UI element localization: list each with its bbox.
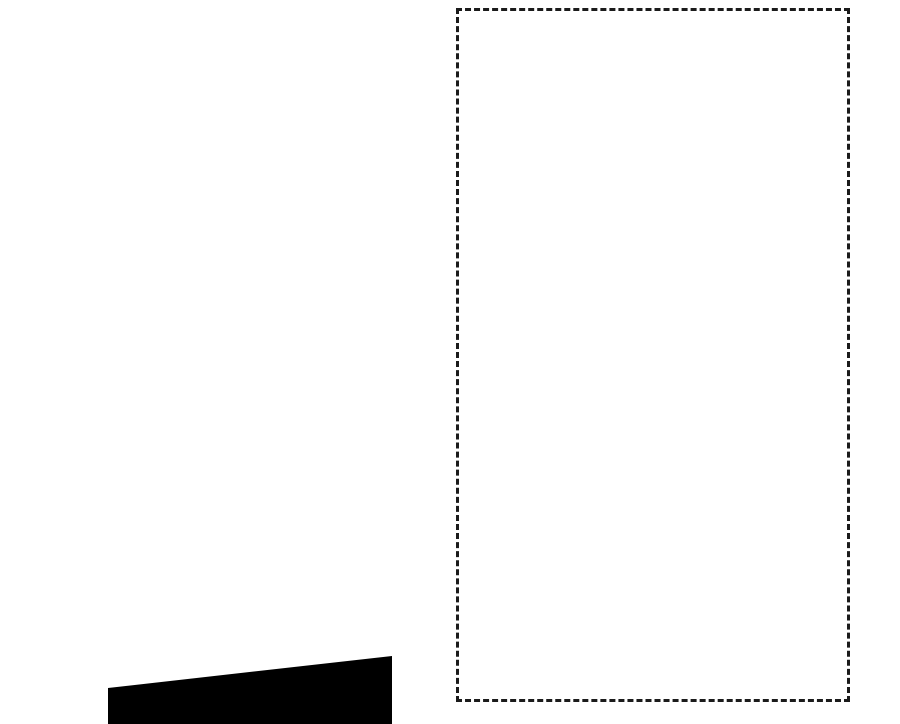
kokorec-logo — [100, 628, 400, 724]
featured-burgers-frame — [456, 8, 850, 702]
menu-left-column — [48, 8, 430, 118]
logo-green-band — [108, 656, 392, 724]
menu-right-column — [472, 20, 840, 100]
kokorec-logo-graphic — [100, 628, 400, 724]
